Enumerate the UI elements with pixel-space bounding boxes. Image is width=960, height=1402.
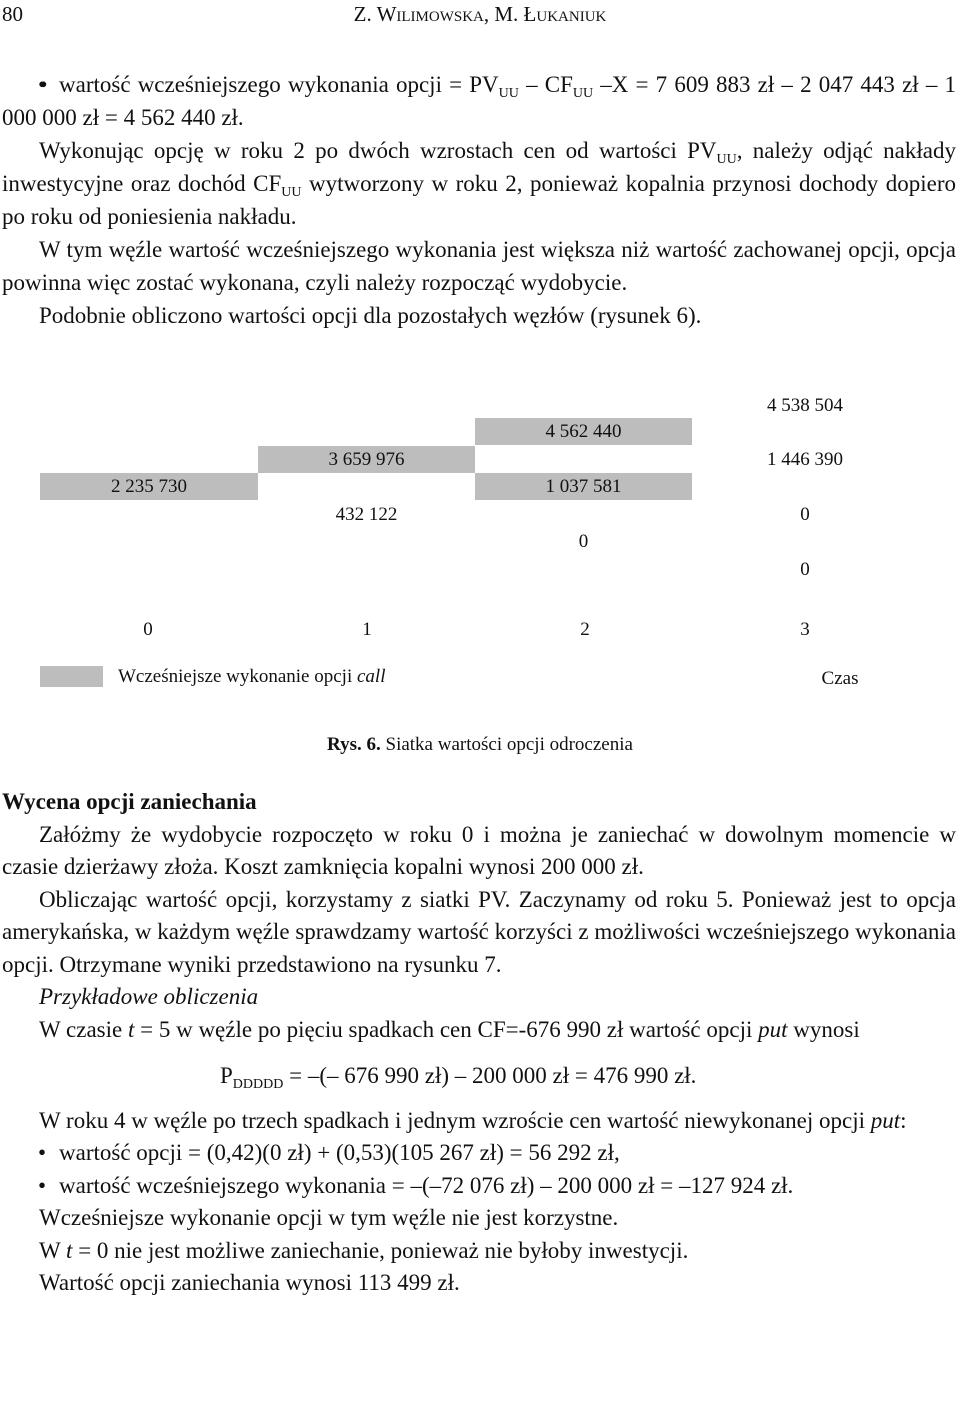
node-t0: 2 235 730 [40, 473, 258, 500]
bullet-early-exercise: • • wartość wcześniejszego wykonania opcji = $PV_{UU} - CF_{UU}$ –X = 7 609 883 zł – 2 047 443 zł – 1 000 000 zł = 4 562 440 zł. [2, 68, 956, 134]
node-t3-ddd: 0 [800, 559, 810, 580]
running-header-authors: Z. Wilimowska, M. Łukaniuk [353, 2, 607, 26]
node-t2-uu: 4 562 440 [475, 418, 692, 445]
time-axis-2: 2 [580, 619, 590, 640]
paragraph-exercise-year2: Wykonując opcję w roku 2 po dwóch wzrostach cen od wartości $PV_{UU}$, należy odjąć nakłady inwestycyjne oraz dochód $CF_{UU}$ wytworzony w roku 2, ponieważ kopalnia przynosi dochody dopiero po roku od poniesienia nakładu. [2, 138, 956, 229]
time-axis-0: 0 [143, 619, 153, 640]
section-heading: Wycena opcji zaniechania [2, 789, 257, 814]
time-axis-3: 3 [800, 619, 810, 640]
figure-option-lattice [0, 388, 960, 758]
paragraph-t0: W t = 0 nie jest możliwe zaniechanie, ponieważ nie byłoby inwestycji. [39, 1237, 689, 1263]
paragraph-other-nodes: Podobnie obliczono wartości opcji dla pozostałych węzłów (rysunek 6). [39, 303, 702, 328]
paragraph-assumption: Załóżmy że wydobycie rozpoczęto w roku 0 i można je zaniechać w dowolnym momencie w czasie dzierżawy złoża. Koszt zamknięcia kopalni wynosi 200 000 zł. [2, 821, 956, 879]
paragraph-not-beneficial: Wcześniejsze wykonanie opcji w tym węźle nie jest korzystne. [39, 1205, 619, 1230]
node-t1-d: 432 122 [335, 504, 398, 525]
page-header [0, 0, 960, 30]
lower-text [2, 786, 956, 1300]
node-t3-uuu: 4 538 504 [767, 395, 843, 416]
paragraph-result: Wartość opcji zaniechania wynosi 113 499 zł. [39, 1270, 460, 1295]
paragraph-year4: W roku 4 w węźle po trzech spadkach i jednym wzroście cen wartość niewykonanej opcji put: [39, 1107, 907, 1133]
node-t1-u: 3 659 976 [258, 446, 475, 473]
figure-caption: Rys. 6. Siatka wartości opcji odroczenia [327, 734, 633, 755]
paragraph-t5: W czasie t = 5 w węźle po pięciu spadkach cen CF=-676 990 zł wartość opcji put wynosi [39, 1016, 860, 1042]
node-t2-ud: 1 037 581 [475, 473, 692, 500]
node-t3-udd: 0 [800, 504, 810, 525]
legend-swatch [40, 666, 103, 687]
axis-label-time: Czas [821, 668, 859, 689]
node-t2-dd: 0 [578, 531, 589, 552]
bullet-early-exercise-value: • wartość wcześniejszego wykonania = –(–72 076 zł) – 200 000 zł = –127 924 zł. [2, 1170, 956, 1203]
top-text [2, 68, 956, 332]
time-axis-1: 1 [362, 619, 372, 640]
node-t3-uud: 1 446 390 [767, 449, 843, 470]
page-number: 80 [2, 2, 23, 26]
legend-label: Wcześniejsze wykonanie opcji call [118, 666, 386, 687]
bullet-option-value: • wartość opcji = (0,42)(0 zł) + (0,53)(105 267 zł) = 56 292 zł, [2, 1137, 956, 1170]
example-title: Przykładowe obliczenia [39, 984, 259, 1009]
formula-p-ddddd: $P_{DDDDD}$ = –(– 676 990 zł) – 200 000 zł = 476 990 zł. [220, 1063, 697, 1092]
paragraph-method: Obliczając wartość opcji, korzystamy z siatki PV. Zaczynamy od roku 5. Ponieważ jest to opcja amerykańska, w każdym węźle sprawdzamy wartość korzyści z możliwości wcześniejszego wykonania opcji. Otrzymane wyniki przedstawiono na rysunku 7. [2, 886, 956, 977]
paragraph-node-value: W tym węźle wartość wcześniejszego wykonania jest większa niż wartość zachowanej opcji, opcja powinna więc zostać wykonana, czyli należy rozpocząć wydobycie. [2, 237, 956, 295]
